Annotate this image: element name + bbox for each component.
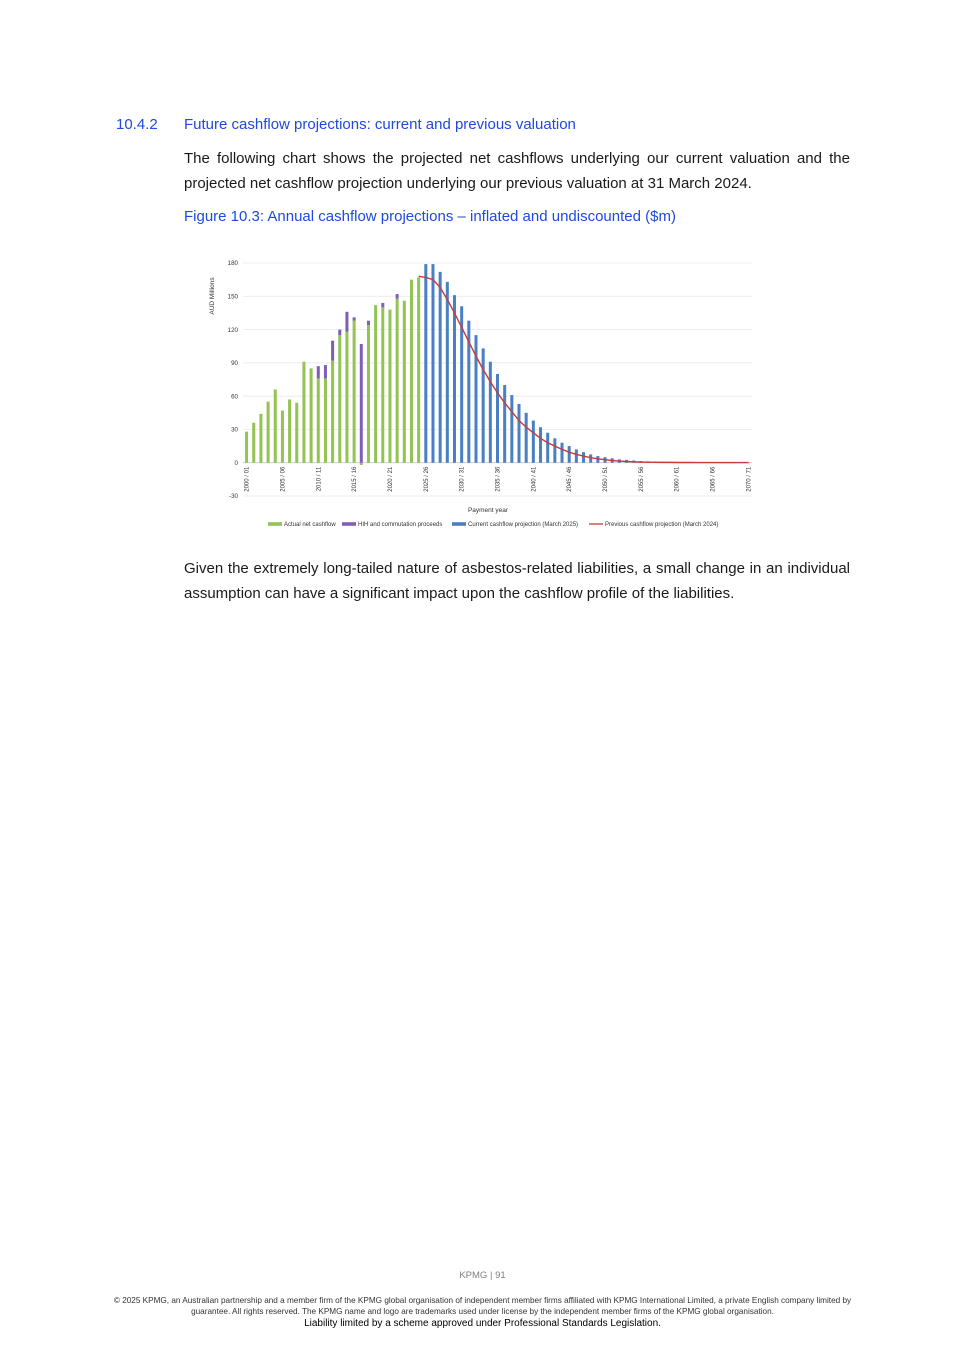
x-tick-label: 2060 / 61	[674, 466, 681, 492]
legend-label: Actual net cashflow	[284, 522, 336, 529]
y-axis-label: AUD Millions	[209, 277, 216, 315]
legend-swatch	[268, 522, 282, 526]
bar-hih	[338, 330, 341, 336]
section-number: 10.4.2	[116, 116, 158, 133]
bar-current	[532, 421, 535, 463]
bar-current	[553, 438, 556, 462]
x-tick-label: 2055 / 56	[638, 466, 645, 492]
x-tick-label: 2015 / 16	[352, 466, 359, 492]
x-tick-label: 2010 / 11	[316, 466, 323, 492]
y-tick-label: -30	[229, 493, 238, 501]
bar-current	[510, 395, 513, 463]
bar-hih	[360, 344, 363, 463]
x-tick-label: 2050 / 51	[603, 466, 610, 492]
bar-actual	[259, 414, 262, 463]
bar-current	[431, 264, 434, 463]
bar-hih	[345, 312, 348, 332]
chart-x-ticks	[245, 466, 753, 492]
y-tick-label: 60	[231, 393, 238, 401]
bar-actual	[353, 321, 356, 463]
bar-hih	[317, 366, 320, 378]
bar-actual	[274, 389, 277, 462]
bar-actual	[288, 399, 291, 462]
legend-swatch	[452, 522, 466, 526]
bar-current	[446, 282, 449, 463]
bar-actual	[396, 299, 399, 463]
x-tick-label: 2025 / 26	[423, 466, 430, 492]
bar-actual	[245, 432, 248, 463]
bar-actual	[310, 368, 313, 462]
x-tick-label: 2000 / 01	[244, 466, 251, 492]
bar-current	[525, 413, 528, 463]
bar-actual	[374, 305, 377, 463]
bar-current	[424, 264, 427, 463]
section-title: Future cashflow projections: current and previous valuation	[184, 116, 576, 133]
bar-hih	[381, 303, 384, 307]
x-tick-label: 2040 / 41	[531, 466, 538, 492]
bar-current	[568, 446, 571, 463]
bar-current	[582, 452, 585, 463]
bar-actual	[331, 361, 334, 463]
bar-actual	[252, 423, 255, 463]
intro-paragraph: The following chart shows the projected net cashflows underlying our current valuation and the projected net cashflow projection underlying our previous valuation at 31 March 2024.	[184, 150, 850, 192]
bar-actual	[338, 335, 341, 463]
x-tick-label: 2035 / 36	[495, 466, 502, 492]
bar-current	[489, 362, 492, 463]
footer-liability: Liability limited by a scheme approved under Professional Standards Legislation.	[304, 1318, 661, 1329]
bar-current	[439, 272, 442, 463]
bar-actual	[281, 411, 284, 463]
y-tick-label: 120	[227, 326, 238, 334]
bar-hih	[353, 317, 356, 320]
bar-actual	[403, 301, 406, 463]
chart-legend	[268, 522, 718, 528]
bar-actual	[267, 402, 270, 463]
bar-current	[503, 385, 506, 463]
x-tick-label: 2020 / 21	[387, 466, 394, 492]
bar-actual	[410, 280, 413, 463]
footer-copyright: © 2025 KPMG, an Australian partnership and a member firm of the KPMG global organisation of independent member firms affiliated with KPMG International Limited, a private English company limited by guarantee. All rights reserved. The KPMG name and logo are trademarks used under license by the independent member firms of the KPMG global organisation.	[113, 1296, 852, 1316]
figure-caption: Figure 10.3: Annual cashflow projections – inflated and undiscounted ($m)	[184, 208, 676, 225]
legend-label: Previous cashflow projection (March 2024)	[605, 522, 719, 529]
bar-actual	[388, 310, 391, 463]
bar-hih	[396, 294, 399, 298]
x-axis-label: Payment year	[467, 507, 509, 514]
x-tick-label: 2005 / 06	[280, 466, 287, 492]
x-tick-label: 2030 / 31	[459, 466, 466, 492]
bar-current	[575, 449, 578, 462]
bar-actual	[345, 332, 348, 463]
legend-label: HIH and commutation proceeds	[358, 522, 443, 529]
closing-paragraph: Given the extremely long-tailed nature of asbestos-related liabilities, a small change in an individual assumption can have a significant impact upon the cashflow profile of the liabilities.	[184, 560, 850, 602]
bar-actual	[317, 378, 320, 462]
x-tick-label: 2045 / 46	[567, 466, 574, 492]
bar-actual	[324, 378, 327, 462]
bar-current	[539, 427, 542, 463]
bar-current	[561, 443, 564, 463]
x-tick-label: 2065 / 66	[710, 466, 717, 492]
y-tick-label: 90	[231, 360, 238, 368]
bar-actual	[302, 362, 305, 463]
bar-current	[546, 433, 549, 463]
bar-hih	[367, 321, 370, 325]
y-tick-label: 150	[227, 293, 238, 301]
y-tick-label: 180	[227, 260, 238, 268]
bar-actual	[295, 403, 298, 463]
y-tick-label: 30	[231, 426, 238, 434]
bar-actual	[367, 325, 370, 463]
page-number: KPMG | 91	[459, 1270, 506, 1281]
chart-y-ticks	[228, 260, 239, 500]
bar-hih	[324, 365, 327, 378]
legend-swatch	[342, 522, 356, 526]
cashflow-chart	[200, 252, 765, 537]
legend-label: Current cashflow projection (March 2025)	[468, 522, 579, 529]
bar-actual	[417, 277, 420, 462]
bar-current	[482, 348, 485, 462]
x-tick-label: 2070 / 71	[746, 466, 753, 492]
section-heading	[116, 116, 576, 133]
bar-actual	[360, 463, 363, 465]
bar-current	[453, 295, 456, 463]
bar-current	[518, 404, 521, 463]
bar-current	[496, 374, 499, 463]
bar-actual	[381, 307, 384, 462]
bar-hih	[331, 341, 334, 361]
chart-bars	[245, 264, 750, 465]
y-tick-label: 0	[234, 459, 238, 467]
footer	[100, 1295, 865, 1330]
